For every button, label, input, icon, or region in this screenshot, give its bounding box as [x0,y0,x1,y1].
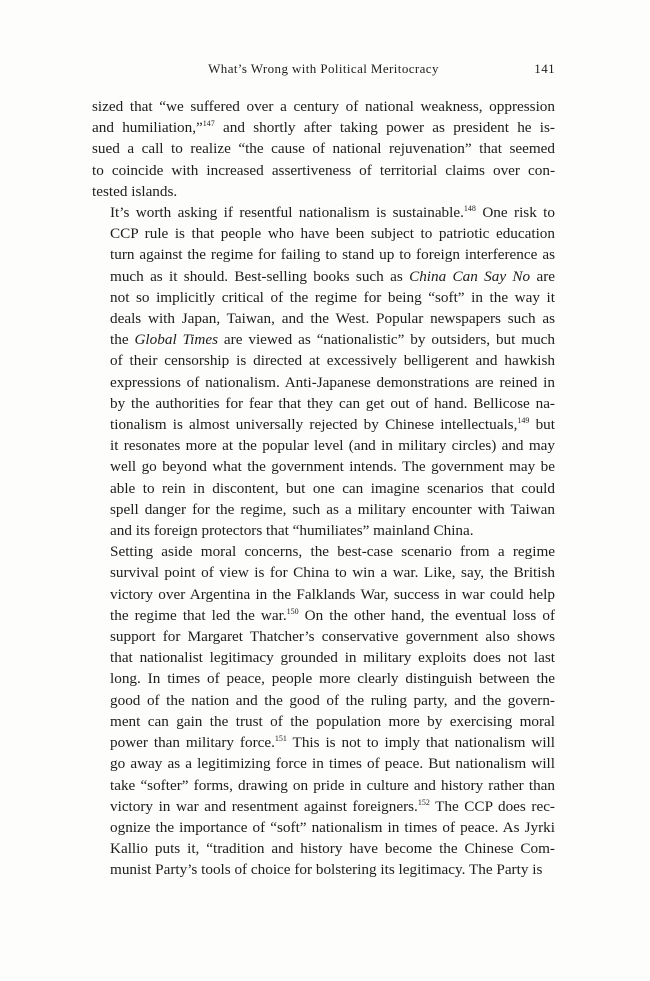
paragraph [92,96,555,202]
text-line: spell danger for the regime, such as a military encounter with Taiwan [110,500,555,518]
text-line: It’s worth asking if resentful nationalism is sustainable.$^{148}$ One risk to [110,204,555,222]
text-line: long. In times of peace, people more clearly distinguish between the [110,670,555,688]
text-line: deals with Japan, Taiwan, and the West. Popular newspapers such as [110,310,555,328]
text-line: to coincide with increased assertiveness of territorial claims over con- [92,161,555,179]
text-line: by the authorities for fear that they can get out of hand. Bellicose na- [110,394,555,412]
text-line: good of the nation and the good of the ruling party, and the govern- [110,691,555,709]
text-line: go away as a legitimizing force in times of peace. But nationalism will [110,755,555,773]
text-line: of their censorship is directed at excessively belligerent and hawkish [110,352,555,370]
text-line: sued a call to realize “the cause of national rejuvenation” that seemed [92,140,555,158]
running-head [92,61,555,79]
body-text [92,96,555,881]
text-line: turn against the regime for failing to stand up to foreign interference as [110,246,555,264]
page-number: 141 [534,61,555,76]
italic-title: China Can Say No [409,267,531,285]
text-line: sized that “we suffered over a century of national weakness, oppression [92,98,555,115]
text-line: and its foreign protectors that “humiliates” mainland China. [110,522,474,540]
text-line: victory in war and resentment against foreigners.$^{152}$ The CCP does rec- [110,797,555,815]
text-line: tionalism is almost universally rejected by Chinese intellectuals,$^{149}$ but [110,416,555,434]
text-line: the Global Times are viewed as “nationalistic” by outsiders, but much [110,331,555,349]
text-line: not so implicitly critical of the regime for being “soft” in the way it [110,288,555,306]
footnote-marker: 148 [463,204,476,214]
paragraph [92,202,555,541]
running-title: What’s Wrong with Political Meritocracy [208,61,439,76]
text-line: support for Margaret Thatcher’s conservative government also shows [110,628,555,646]
paragraph [92,541,555,880]
text-line: ognize the importance of “soft” nationalism in times of peace. As Jyrki [110,818,555,836]
text-line: Setting aside moral concerns, the best-case scenario from a regime [110,543,555,561]
text-line: the regime that led the war.$^{150}$ On the other hand, the eventual loss of [110,606,556,624]
text-line: Kallio puts it, “tradition and history have become the Chinese Com- [110,840,555,858]
footnote-marker: 152 [417,797,430,807]
text-line: it resonates more at the popular level (and in military circles) and may [110,437,555,455]
text-line: well go beyond what the government intends. The government may be [110,458,555,476]
text-line: CCP rule is that people who have been subject to patriotic education [110,225,555,243]
text-line: that nationalist legitimacy grounded in military exploits does not last [110,649,555,667]
text-line: much as it should. Best-selling books such as China Can Say No are [110,267,556,285]
footnote-marker: 147 [202,119,215,129]
text-line: tested islands. [92,182,178,200]
text-line: victory over Argentina in the Falklands War, success in war could help [110,585,555,603]
footnote-marker: 150 [286,606,299,616]
text-line: ment can gain the trust of the population more by exercising moral [110,712,555,730]
text-line: power than military force.$^{151}$ This is not to imply that nationalism will [110,734,555,752]
footnote-marker: 151 [274,734,287,744]
text-line: and humiliation,”$^{147}$ and shortly after taking power as president he is- [92,119,555,137]
text-line: munist Party’s tools of choice for bolstering its legitimacy. The Party is [110,861,543,879]
text-line: able to rein in discontent, but one can imagine scenarios that could [110,479,555,497]
text-line: survival point of view is for China to win a war. Like, say, the British [110,564,555,582]
italic-title: Global Times [134,331,219,349]
text-line: take “softer” forms, drawing on pride in culture and history rather than [110,776,555,794]
text-line: expressions of nationalism. Anti-Japanese demonstrations are reined in [110,373,555,391]
footnote-marker: 149 [517,416,530,426]
